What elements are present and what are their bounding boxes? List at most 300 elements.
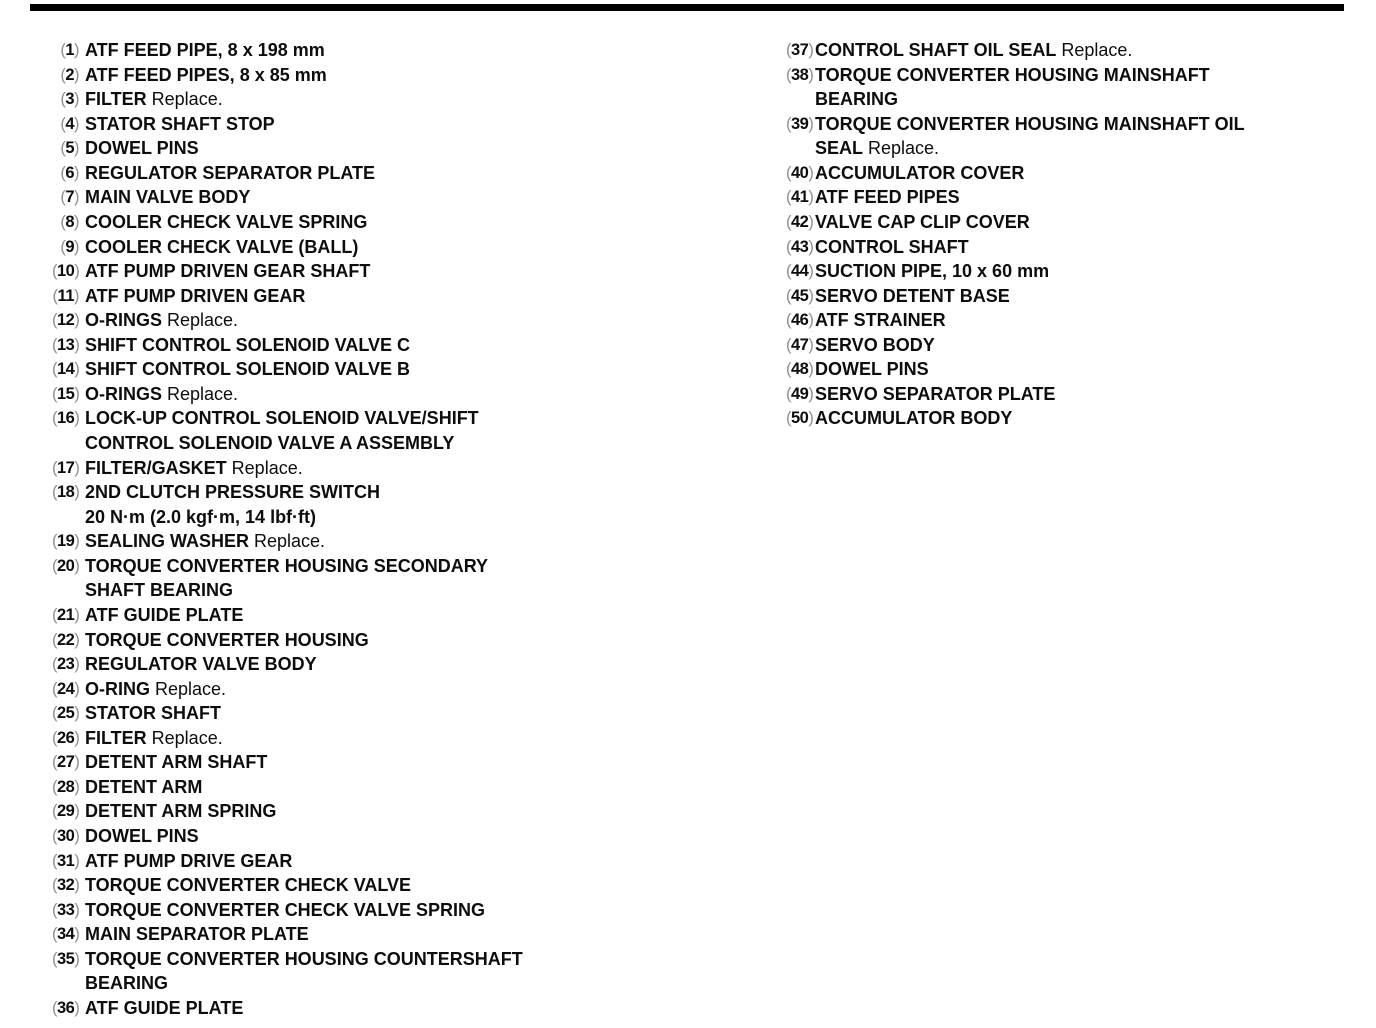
part-name-line xyxy=(815,136,1352,161)
part-name-text: DETENT ARM SHAFT xyxy=(85,752,268,773)
part-name-text: ATF GUIDE PLATE xyxy=(85,604,244,625)
part-item xyxy=(52,750,742,775)
part-name-text: COOLER CHECK VALVE SPRING xyxy=(85,211,368,232)
part-number-paren-open: ( xyxy=(52,483,57,502)
part-number-paren-open: ( xyxy=(52,876,57,895)
part-number-paren-close: ) xyxy=(74,114,79,133)
part-name-text: BEARING xyxy=(85,973,169,994)
part-name-line xyxy=(815,308,1352,333)
part-name-line xyxy=(815,112,1352,137)
part-item xyxy=(786,161,1352,186)
part-number-value: 49 xyxy=(791,384,809,403)
part-name-line xyxy=(85,775,742,800)
part-name-text: FILTER xyxy=(85,727,147,748)
part-number-paren-close: ) xyxy=(74,212,79,231)
part-number xyxy=(786,112,815,137)
part-number-paren-open: ( xyxy=(52,851,57,870)
part-number-value: 24 xyxy=(57,679,75,698)
part-number-value: 19 xyxy=(57,532,75,551)
part-name-text: DETENT ARM SPRING xyxy=(85,801,277,822)
part-number-paren-open: ( xyxy=(786,262,791,281)
part-item xyxy=(52,529,742,554)
part-number-paren-close: ) xyxy=(74,802,80,821)
part-name-text: DOWEL PINS xyxy=(815,359,929,380)
part-number xyxy=(786,308,815,333)
part-item xyxy=(786,63,1352,112)
part-name xyxy=(85,799,742,824)
part-number-value: 35 xyxy=(57,949,75,968)
part-name xyxy=(85,161,742,186)
part-name-line xyxy=(815,259,1352,284)
part-number-value: 10 xyxy=(57,262,75,281)
part-name xyxy=(85,382,742,407)
part-number xyxy=(52,554,85,579)
part-number-paren-close: ) xyxy=(74,360,80,379)
part-name-line xyxy=(85,161,742,186)
part-number-paren-open: ( xyxy=(786,409,791,428)
part-item xyxy=(52,652,742,677)
part-number-value: 25 xyxy=(57,704,75,723)
part-item xyxy=(52,922,742,947)
part-number-paren-open: ( xyxy=(60,212,66,231)
part-number-paren-close: ) xyxy=(808,311,814,330)
part-number-paren-open: ( xyxy=(52,704,57,723)
part-item xyxy=(786,406,1352,431)
part-item xyxy=(786,357,1352,382)
part-number-paren-close: ) xyxy=(808,188,814,207)
part-name-text: STATOR SHAFT STOP xyxy=(85,113,275,134)
part-name-text: MAIN VALVE BODY xyxy=(85,187,251,208)
part-name-text: O-RING xyxy=(85,678,150,699)
part-name-line xyxy=(85,87,742,112)
part-name-line xyxy=(85,849,742,874)
part-name xyxy=(85,185,742,210)
part-number-paren-close: ) xyxy=(808,237,814,256)
part-number-value: 26 xyxy=(57,728,75,747)
part-name xyxy=(815,259,1352,284)
part-name-text: TORQUE CONVERTER CHECK VALVE SPRING xyxy=(85,899,486,920)
part-name xyxy=(85,824,742,849)
part-item xyxy=(52,603,742,628)
part-name-text: ATF STRAINER xyxy=(815,310,946,331)
part-name-line xyxy=(815,357,1352,382)
part-number-value: 4 xyxy=(65,114,74,133)
part-number-paren-open: ( xyxy=(60,65,66,84)
part-note-text: Replace. xyxy=(162,310,239,331)
part-name xyxy=(815,406,1352,431)
part-name-text: TORQUE CONVERTER HOUSING COUNTERSHAFT xyxy=(85,948,523,969)
scan-artifact-bar xyxy=(30,4,1344,11)
part-name-text: ATF PUMP DRIVE GEAR xyxy=(85,850,293,871)
part-number xyxy=(52,112,85,137)
part-number-paren-open: ( xyxy=(786,188,791,207)
part-name-text: CONTROL SHAFT OIL SEAL xyxy=(815,40,1057,60)
part-name-text: SEALING WASHER xyxy=(85,531,250,552)
part-number-paren-open: ( xyxy=(52,262,57,281)
part-name-text: CONTROL SOLENOID VALVE A ASSEMBLY xyxy=(85,433,455,453)
part-number xyxy=(52,308,85,333)
part-number xyxy=(52,210,85,235)
part-number xyxy=(52,824,85,849)
part-number xyxy=(786,382,815,407)
part-name xyxy=(815,357,1352,382)
part-name-line xyxy=(85,922,742,947)
part-name-line xyxy=(815,406,1352,431)
part-item xyxy=(52,235,742,260)
part-name xyxy=(815,63,1352,112)
part-item xyxy=(52,185,742,210)
parts-list-column-left xyxy=(52,38,742,1021)
part-name-line xyxy=(85,652,742,677)
part-name xyxy=(85,996,742,1021)
part-number-paren-open: ( xyxy=(60,114,66,133)
part-name xyxy=(815,112,1352,161)
part-name-text: REGULATOR SEPARATOR PLATE xyxy=(85,162,376,183)
part-item xyxy=(52,849,742,874)
part-item xyxy=(52,480,742,529)
part-number-value: 30 xyxy=(57,827,75,845)
part-name-text: SERVO SEPARATOR PLATE xyxy=(815,383,1056,404)
part-name-line xyxy=(85,431,742,456)
part-number-value: 20 xyxy=(57,556,75,575)
part-name-text: LOCK-UP CONTROL SOLENOID VALVE/SHIFT xyxy=(85,408,479,429)
part-number-value: 2 xyxy=(65,65,74,84)
part-number-paren-open: ( xyxy=(52,949,57,968)
part-name-line xyxy=(85,701,742,726)
part-number-value: 5 xyxy=(65,139,74,158)
part-name-text: TORQUE CONVERTER HOUSING SECONDARY xyxy=(85,555,489,576)
part-number-paren-open: ( xyxy=(52,630,57,649)
part-item xyxy=(52,628,742,653)
part-number-paren-close: ) xyxy=(74,458,80,477)
part-item xyxy=(786,210,1352,235)
part-name xyxy=(815,161,1352,186)
part-number xyxy=(786,210,815,235)
part-name xyxy=(85,701,742,726)
part-number-value: 44 xyxy=(791,262,809,281)
part-number-value: 22 xyxy=(57,630,75,649)
part-number xyxy=(52,849,85,874)
part-number-paren-open: ( xyxy=(786,360,791,379)
part-number xyxy=(52,357,85,382)
part-item xyxy=(52,677,742,702)
part-name-line xyxy=(85,38,742,63)
part-item xyxy=(52,284,742,309)
part-name-line xyxy=(85,235,742,260)
part-number-paren-close: ) xyxy=(808,41,814,59)
part-number-paren-open: ( xyxy=(52,753,57,772)
part-note-text: Replace. xyxy=(162,383,239,404)
part-item xyxy=(786,38,1352,63)
part-item xyxy=(52,210,742,235)
part-number xyxy=(52,652,85,677)
part-number xyxy=(786,406,815,431)
part-number-paren-open: ( xyxy=(52,360,57,379)
part-number-paren-open: ( xyxy=(60,237,66,256)
part-name xyxy=(85,652,742,677)
part-number xyxy=(52,406,85,431)
part-number-paren-open: ( xyxy=(52,335,57,354)
part-name-line xyxy=(85,726,742,751)
part-number xyxy=(52,456,85,481)
part-number-paren-close: ) xyxy=(74,876,80,895)
part-number-paren-close: ) xyxy=(74,777,80,796)
part-number xyxy=(52,136,85,161)
part-number xyxy=(52,750,85,775)
part-number xyxy=(52,677,85,702)
part-item xyxy=(52,947,742,996)
part-name-text: TORQUE CONVERTER HOUSING MAINSHAFT OIL xyxy=(815,113,1245,134)
part-name-line xyxy=(85,873,742,898)
part-number xyxy=(52,63,85,88)
part-number xyxy=(786,185,815,210)
part-number-value: 9 xyxy=(65,237,74,256)
part-number-paren-open: ( xyxy=(52,679,57,698)
part-name-line xyxy=(85,456,742,481)
part-item xyxy=(786,308,1352,333)
part-name xyxy=(815,210,1352,235)
part-number-paren-open: ( xyxy=(60,139,66,158)
part-item xyxy=(786,185,1352,210)
part-name-text: VALVE CAP CLIP COVER xyxy=(815,211,1030,232)
part-name xyxy=(815,382,1352,407)
part-number-paren-open: ( xyxy=(52,998,57,1017)
part-number-paren-close: ) xyxy=(74,532,80,551)
part-name xyxy=(85,849,742,874)
part-number-paren-open: ( xyxy=(786,335,791,354)
part-name-text: ACCUMULATOR COVER xyxy=(815,162,1025,183)
part-number-paren-close: ) xyxy=(808,409,814,428)
part-number-paren-close: ) xyxy=(808,212,814,231)
part-item xyxy=(786,382,1352,407)
part-item xyxy=(52,161,742,186)
part-number-paren-close: ) xyxy=(74,188,79,207)
part-number-paren-close: ) xyxy=(74,556,80,575)
part-number-paren-close: ) xyxy=(74,949,80,968)
part-number xyxy=(52,701,85,726)
part-number-paren-open: ( xyxy=(786,114,791,133)
part-name-line xyxy=(85,750,742,775)
part-number-value: 46 xyxy=(791,311,809,330)
part-item xyxy=(52,63,742,88)
part-number-value: 15 xyxy=(57,384,75,403)
part-name xyxy=(85,308,742,333)
part-number-value: 41 xyxy=(791,188,809,207)
part-name-line xyxy=(85,308,742,333)
part-name-line xyxy=(815,87,1352,112)
part-name-text: DOWEL PINS xyxy=(85,138,199,159)
part-item xyxy=(52,554,742,603)
part-number-paren-close: ) xyxy=(74,704,80,723)
part-name-line xyxy=(85,136,742,161)
part-name xyxy=(85,677,742,702)
part-number-value: 18 xyxy=(57,483,75,502)
part-name-line xyxy=(85,603,742,628)
part-number xyxy=(52,185,85,210)
part-number-value: 28 xyxy=(57,777,75,796)
part-number-paren-open: ( xyxy=(60,41,66,59)
part-name-text: FILTER xyxy=(85,89,147,110)
part-number-value: 14 xyxy=(57,360,75,379)
part-name-line xyxy=(85,382,742,407)
part-name xyxy=(85,750,742,775)
part-number-paren-close: ) xyxy=(808,163,814,182)
part-number-paren-open: ( xyxy=(52,925,57,944)
part-number xyxy=(52,775,85,800)
part-number-paren-open: ( xyxy=(786,237,791,256)
part-name xyxy=(85,480,742,529)
part-number-paren-open: ( xyxy=(60,90,66,109)
part-item xyxy=(786,333,1352,358)
part-name xyxy=(85,235,742,260)
part-name-text: STATOR SHAFT xyxy=(85,703,221,724)
part-name-line xyxy=(815,38,1352,63)
part-name xyxy=(815,284,1352,309)
part-name-text: ATF PUMP DRIVEN GEAR xyxy=(85,285,306,306)
part-name-text: 2ND CLUTCH PRESSURE SWITCH xyxy=(85,482,381,503)
part-number-paren-open: ( xyxy=(60,163,66,182)
part-name-line xyxy=(85,259,742,284)
part-number-value: 32 xyxy=(57,876,75,895)
part-name-line xyxy=(85,505,742,530)
part-name-text: ATF FEED PIPE, 8 x 198 mm xyxy=(85,40,325,60)
part-number-paren-open: ( xyxy=(52,655,57,674)
part-item xyxy=(52,775,742,800)
part-number-paren-close: ) xyxy=(74,237,79,256)
part-item xyxy=(52,799,742,824)
part-number-paren-close: ) xyxy=(808,114,814,133)
part-name xyxy=(85,63,742,88)
part-number xyxy=(52,87,85,112)
part-number-paren-open: ( xyxy=(52,311,57,330)
part-item xyxy=(52,701,742,726)
part-number xyxy=(52,996,85,1021)
part-name xyxy=(85,210,742,235)
part-number xyxy=(52,259,85,284)
part-name-text: DOWEL PINS xyxy=(85,826,199,846)
part-number-paren-close: ) xyxy=(74,655,80,674)
part-item xyxy=(52,308,742,333)
part-number-value: 13 xyxy=(57,335,75,354)
part-number-paren-open: ( xyxy=(52,286,58,305)
part-name-text: SERVO BODY xyxy=(815,334,935,355)
part-number-value: 11 xyxy=(57,286,74,305)
part-item xyxy=(52,824,742,849)
part-number-value: 42 xyxy=(791,212,809,231)
part-item xyxy=(52,873,742,898)
part-number-paren-open: ( xyxy=(52,728,57,747)
part-number xyxy=(52,726,85,751)
part-number-paren-open: ( xyxy=(52,900,57,919)
part-number-value: 40 xyxy=(791,163,809,182)
part-name xyxy=(85,529,742,554)
part-number xyxy=(52,38,85,63)
part-item xyxy=(52,456,742,481)
part-name-line xyxy=(85,799,742,824)
part-item xyxy=(52,87,742,112)
part-name-line xyxy=(85,210,742,235)
part-number-paren-close: ) xyxy=(808,335,814,354)
part-number-paren-open: ( xyxy=(786,163,791,182)
part-item xyxy=(52,382,742,407)
part-note-text: Replace. xyxy=(226,457,303,478)
part-name-line xyxy=(85,628,742,653)
part-number-paren-open: ( xyxy=(52,827,57,845)
part-name-text: ATF FEED PIPES xyxy=(815,187,960,208)
part-name xyxy=(815,38,1352,63)
part-name xyxy=(85,87,742,112)
part-note-text: Replace. xyxy=(146,89,223,110)
part-number-paren-open: ( xyxy=(786,212,791,231)
part-number-value: 17 xyxy=(57,458,75,477)
part-number-value: 8 xyxy=(65,212,74,231)
part-name-line xyxy=(815,235,1352,260)
part-name xyxy=(815,308,1352,333)
part-number-value: 45 xyxy=(791,286,809,305)
part-name-line xyxy=(815,333,1352,358)
part-name xyxy=(85,873,742,898)
part-number-paren-open: ( xyxy=(52,556,57,575)
part-name-line xyxy=(85,529,742,554)
part-number-paren-open: ( xyxy=(52,384,57,403)
part-number xyxy=(52,382,85,407)
part-number-paren-close: ) xyxy=(74,728,80,747)
part-name xyxy=(85,284,742,309)
part-number-paren-open: ( xyxy=(52,458,57,477)
part-name-text: CONTROL SHAFT xyxy=(815,236,969,257)
part-name xyxy=(85,603,742,628)
part-number-value: 48 xyxy=(791,360,809,379)
part-number-value: 43 xyxy=(791,237,809,256)
part-name xyxy=(85,628,742,653)
part-number-value: 7 xyxy=(65,188,74,207)
part-number-value: 47 xyxy=(791,335,809,354)
part-number xyxy=(786,333,815,358)
part-number-value: 27 xyxy=(57,753,75,772)
part-item xyxy=(786,259,1352,284)
part-number-value: 12 xyxy=(57,311,75,330)
part-name-text: SERVO DETENT BASE xyxy=(815,285,1010,306)
part-number xyxy=(52,922,85,947)
part-number xyxy=(786,161,815,186)
part-number-paren-close: ) xyxy=(74,286,79,305)
part-note-text: Replace. xyxy=(249,531,326,552)
part-note-text: Replace. xyxy=(1056,40,1133,60)
part-number-value: 34 xyxy=(57,925,75,944)
part-name-text: O-RINGS xyxy=(85,310,163,331)
part-name-text: TORQUE CONVERTER HOUSING MAINSHAFT xyxy=(815,64,1210,85)
part-name-line xyxy=(815,63,1352,88)
part-name xyxy=(85,922,742,947)
part-number-paren-open: ( xyxy=(52,802,57,821)
part-item xyxy=(52,726,742,751)
part-name-text: ACCUMULATOR BODY xyxy=(815,408,1013,429)
part-name xyxy=(85,112,742,137)
part-name xyxy=(85,333,742,358)
part-item xyxy=(52,136,742,161)
part-item xyxy=(786,235,1352,260)
part-number-paren-open: ( xyxy=(52,409,57,428)
part-number-paren-close: ) xyxy=(74,827,80,845)
part-number-paren-open: ( xyxy=(52,777,57,796)
part-number-value: 3 xyxy=(65,90,74,109)
part-number-paren-close: ) xyxy=(74,900,80,919)
part-name-line xyxy=(85,947,742,972)
part-name-text: ATF FEED PIPES, 8 x 85 mm xyxy=(85,64,327,85)
part-number-value: 38 xyxy=(791,65,809,84)
part-number xyxy=(52,628,85,653)
part-number-paren-close: ) xyxy=(74,998,80,1017)
